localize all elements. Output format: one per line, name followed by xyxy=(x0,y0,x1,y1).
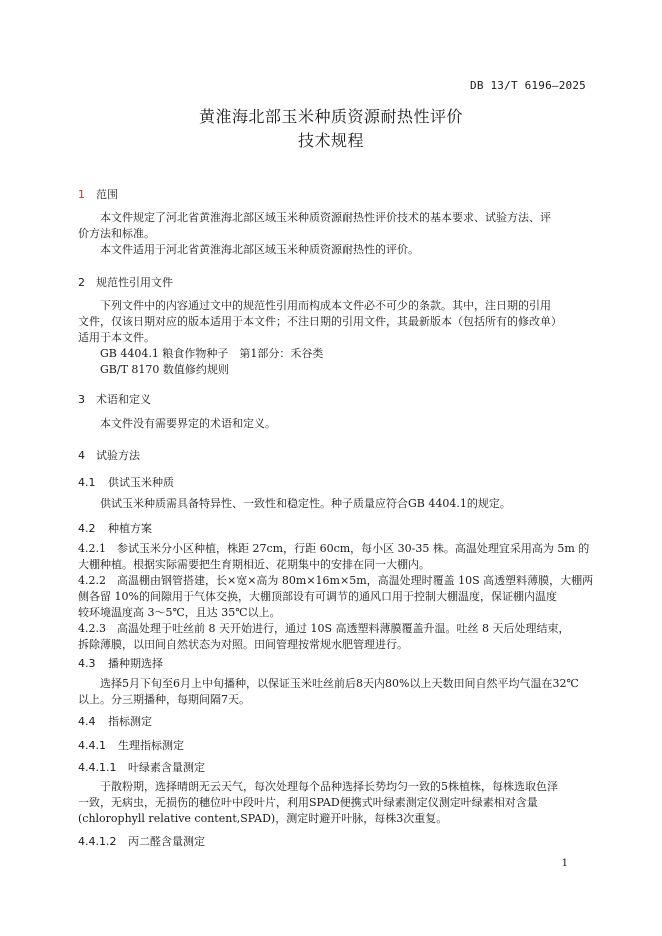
s1-line-2: 价方法和标准。 xyxy=(78,227,155,240)
section-1-title: 范围 xyxy=(96,188,118,201)
section-2-body xyxy=(78,298,586,378)
section-2-title: 规范性引用文件 xyxy=(96,276,173,289)
section-3-heading xyxy=(78,391,151,407)
section-3-number: 3 xyxy=(78,393,85,406)
section-4-2-number: 4.2 xyxy=(78,522,96,535)
section-4-4-1-number: 4.4.1 xyxy=(78,739,106,752)
section-4-3-number: 4.3 xyxy=(78,657,96,670)
s42-line-1: 4.2.1 参试玉米分小区种植，株距 27cm，行距 60cm，每小区 30-35 株。高温处理宜采用高为 5m 的 xyxy=(78,542,590,555)
section-4-4-1-2-heading xyxy=(78,833,205,849)
section-4-number: 4 xyxy=(78,449,85,462)
section-4-1-number: 4.1 xyxy=(78,476,96,489)
section-3-body xyxy=(78,416,586,432)
section-4-3-title: 播种期选择 xyxy=(108,657,163,670)
s4411-line-1: 于散粉期，选择晴朗无云天气，每次处理每个品种选择长势均匀一致的5株植株，每株选取色泽 xyxy=(100,780,558,793)
s43-line-2: 以上。分三期播种，每期间隔7天。 xyxy=(78,693,250,706)
section-4-2-title: 种植方案 xyxy=(108,522,152,535)
s3-line-1: 本文件没有需要界定的术语和定义。 xyxy=(100,417,276,430)
section-2-heading xyxy=(78,274,173,290)
section-4-4-1-1-heading xyxy=(78,759,205,775)
section-4-1-body xyxy=(78,496,586,512)
section-4-4-1-1-number: 4.4.1.1 xyxy=(78,761,117,774)
section-3-title: 术语和定义 xyxy=(96,393,151,406)
section-4-4-title: 指标测定 xyxy=(108,715,152,728)
section-4-1-title: 供试玉米种质 xyxy=(108,476,174,489)
page-number: 1 xyxy=(561,858,568,869)
section-4-4-1-heading xyxy=(78,737,184,753)
document-number: DB 13/T 6196—2025 xyxy=(470,79,586,92)
section-1-body xyxy=(78,210,586,258)
section-4-4-number: 4.4 xyxy=(78,715,96,728)
s2-line-2: 文件，仅该日期对应的版本适用于本文件；不注日期的引用文件，其最新版本（包括所有的修改单） xyxy=(78,315,562,328)
section-4-2-heading xyxy=(78,520,152,536)
s42-line-4: 侧各留 10%的间隙用于气体交换，大棚顶部设有可调节的通风口用于控制大棚温度，保证棚内温度 xyxy=(78,590,557,603)
s42-line-2: 大棚种植。根据实际需要把生育期相近、花期集中的安排在同一大棚内。 xyxy=(78,558,430,571)
document-title-line1: 黄淮海北部玉米种质资源耐热性评价 xyxy=(198,107,463,126)
s42-line-5: 较环境温度高 3～5℃，且达 35℃以上。 xyxy=(78,606,281,619)
s41-line-1: 供试玉米种质需具备特异性、一致性和稳定性。种子质量应符合GB 4404.1的规定。 xyxy=(100,497,511,510)
section-4-2-body xyxy=(78,541,594,653)
section-4-4-1-1-title: 叶绿素含量测定 xyxy=(128,761,205,774)
section-4-title: 试验方法 xyxy=(96,449,140,462)
s43-line-1: 选择5月下旬至6月上中旬播种，以保证玉米吐丝前后8天内80%以上天数田间自然平均气温在32℃ xyxy=(100,677,579,690)
section-4-3-heading xyxy=(78,655,163,671)
s4411-line-3: (chlorophyll relative content,SPAD)，测定时避开叶脉，每株3次重复。 xyxy=(78,812,448,825)
s1-line-3: 本文件适用于河北省黄淮海北部区域玉米种质资源耐热性的评价。 xyxy=(100,243,419,256)
s4411-line-2: 一致，无病虫，无损伤的穗位叶中段叶片，利用SPAD便携式叶绿素测定仪测定叶绿素相对含量 xyxy=(78,796,538,809)
section-4-heading xyxy=(78,447,140,463)
section-4-4-1-2-title: 丙二醛含量测定 xyxy=(128,835,205,848)
section-4-1-heading xyxy=(78,474,174,490)
s42-line-7: 拆除薄膜，以田间自然状态为对照。田间管理按常规水肥管理进行。 xyxy=(78,638,408,651)
s2-line-3: 适用于本文件。 xyxy=(78,331,155,344)
section-4-4-1-2-number: 4.4.1.2 xyxy=(78,835,117,848)
s42-line-3: 4.2.2 高温棚由钢管搭建，长×宽×高为 80m×16m×5m，高温处理时覆盖 10S 高透塑料薄膜，大棚两 xyxy=(78,574,594,587)
s1-line-1: 本文件规定了河北省黄淮海北部区域玉米种质资源耐热性评价技术的基本要求、试验方法、评 xyxy=(100,211,551,224)
section-1-number: 1 xyxy=(78,188,85,201)
s2-reference-2: GB/T 8170 数值修约规则 xyxy=(100,363,229,376)
section-4-4-heading xyxy=(78,713,152,729)
document-title-line2: 技术规程 xyxy=(297,131,364,150)
section-2-number: 2 xyxy=(78,276,85,289)
s2-line-1: 下列文件中的内容通过文中的规范性引用而构成本文件必不可少的条款。其中，注日期的引用 xyxy=(100,299,551,312)
section-1-heading xyxy=(78,186,118,202)
s42-line-6: 4.2.3 高温处理于吐丝前 8 天开始进行，通过 10S 高透塑料薄膜覆盖升温。吐丝 8 天后处理结束， xyxy=(78,622,570,635)
section-4-4-1-1-body xyxy=(78,779,586,827)
s2-reference-1: GB 4404.1 粮食作物种子 第1部分：禾谷类 xyxy=(100,347,324,360)
section-4-4-1-title: 生理指标测定 xyxy=(118,739,184,752)
section-4-3-body xyxy=(78,676,586,708)
